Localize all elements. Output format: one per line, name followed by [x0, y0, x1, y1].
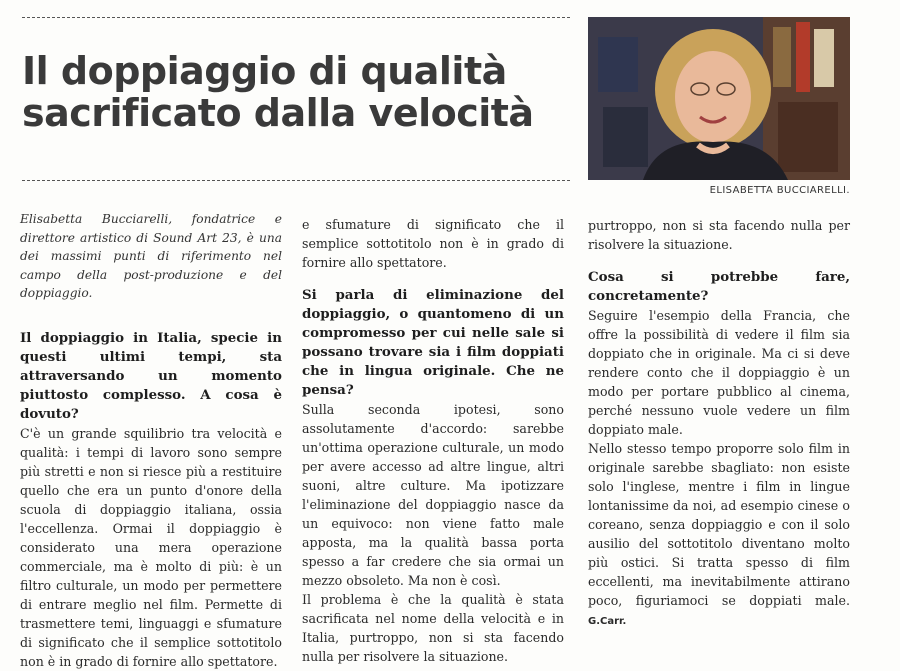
answer-2-continued: purtroppo, non si sta facendo nulla per risolvere la situazione. [588, 218, 850, 252]
intro-paragraph: Elisabetta Bucciarelli, fondatrice e direttore artistico di Sound Art 23, è una dei massimi punti di riferimento nel campo della post-produzione e del doppiaggio. [20, 212, 282, 300]
answer-1: C'è un grande squilibrio tra velocità e qualità: i tempi di lavoro sono sempre più stretti e non si riesce più a restituire quello che era un punto d'onore della scuola di doppiaggio italiana, ossia l'eccellenza. Ormai il doppiaggio è considerato una mera operazione commerciale, ma è molto di più: è un filtro culturale, un modo per permettere di entrare meglio nel film. Permette di trasmettere temi, linguaggi e sfumature di significato che il semplice sottotitolo non è in grado di fornire allo spettatore. [20, 425, 282, 669]
bottom-divider [22, 180, 570, 181]
answer-2-part-2: Il problema è che la qualità è stata sacrificata nel nome della velocità e in Italia, purtroppo, non si sta facendo nulla per risolvere la situazione. [302, 592, 564, 664]
column-3 [588, 216, 850, 631]
answer-3-text: Nello stesso tempo proporre solo film in originale sarebbe sbagliato: non esiste solo l'inglese, mentre i film in lingue lontanissime da noi, ad esempio cinese o coreano, senza doppiaggio e con il solo ausilio del sottotitolo diventano molto più ostici. Si tratta spesso di film eccellenti, ma inevitabilmente attirano poco, figuriamoci se doppiati male. [588, 441, 850, 608]
column-2 [302, 215, 564, 664]
title-line-2: sacrificato dalla velocità [22, 91, 534, 135]
photo-caption: ELISABETTA BUCCIARELLI. [709, 185, 850, 196]
question-2: Si parla di eliminazione del doppiaggio, o quantomeno di un compromesso per cui nelle sale si possano trovare sia i film doppiati che in lingua originale. Che ne pensa? [302, 287, 564, 398]
answer-1-continued: e sfumature di significato che il semplice sottotitolo non è in grado di fornire allo spettatore. [302, 217, 564, 270]
question-1: Il doppiaggio in Italia, specie in questi ultimi tempi, sta attraversando un momento piuttosto complesso. A cosa è dovuto? [20, 329, 282, 422]
title-line-1: Il doppiaggio di qualità [22, 49, 507, 93]
article-title [22, 50, 582, 134]
answer-3-part-2 [588, 439, 850, 631]
column-1 [20, 210, 282, 669]
portrait-photo [588, 17, 850, 180]
top-divider [22, 17, 570, 18]
portrait-illustration [588, 17, 850, 180]
answer-3-part-1: Seguire l'esempio della Francia, che offre la possibilità di vedere il film sia doppiato che in originale. Ma ci si deve rendere conto che il doppiaggio è un modo per portare pubblico al cinema, perché nessuno vuole vedere un film doppiato male. [588, 308, 850, 437]
question-3: Cosa si potrebbe fare, concretamente? [588, 269, 850, 304]
author-signature: G.Carr. [588, 616, 627, 627]
answer-2-part-1: Sulla seconda ipotesi, sono assolutamente d'accordo: sarebbe un'ottima operazione culturale, un modo per avere accesso ad altre lingue, altri suoni, altre culture. Ma ipotizzare l'eliminazione del doppiaggio nasce da un equivoco: non viene fatto male apposta, ma la qualità bassa porta spesso a far credere che sia ormai un mezzo obsoleto. Ma non è così. [302, 402, 564, 588]
